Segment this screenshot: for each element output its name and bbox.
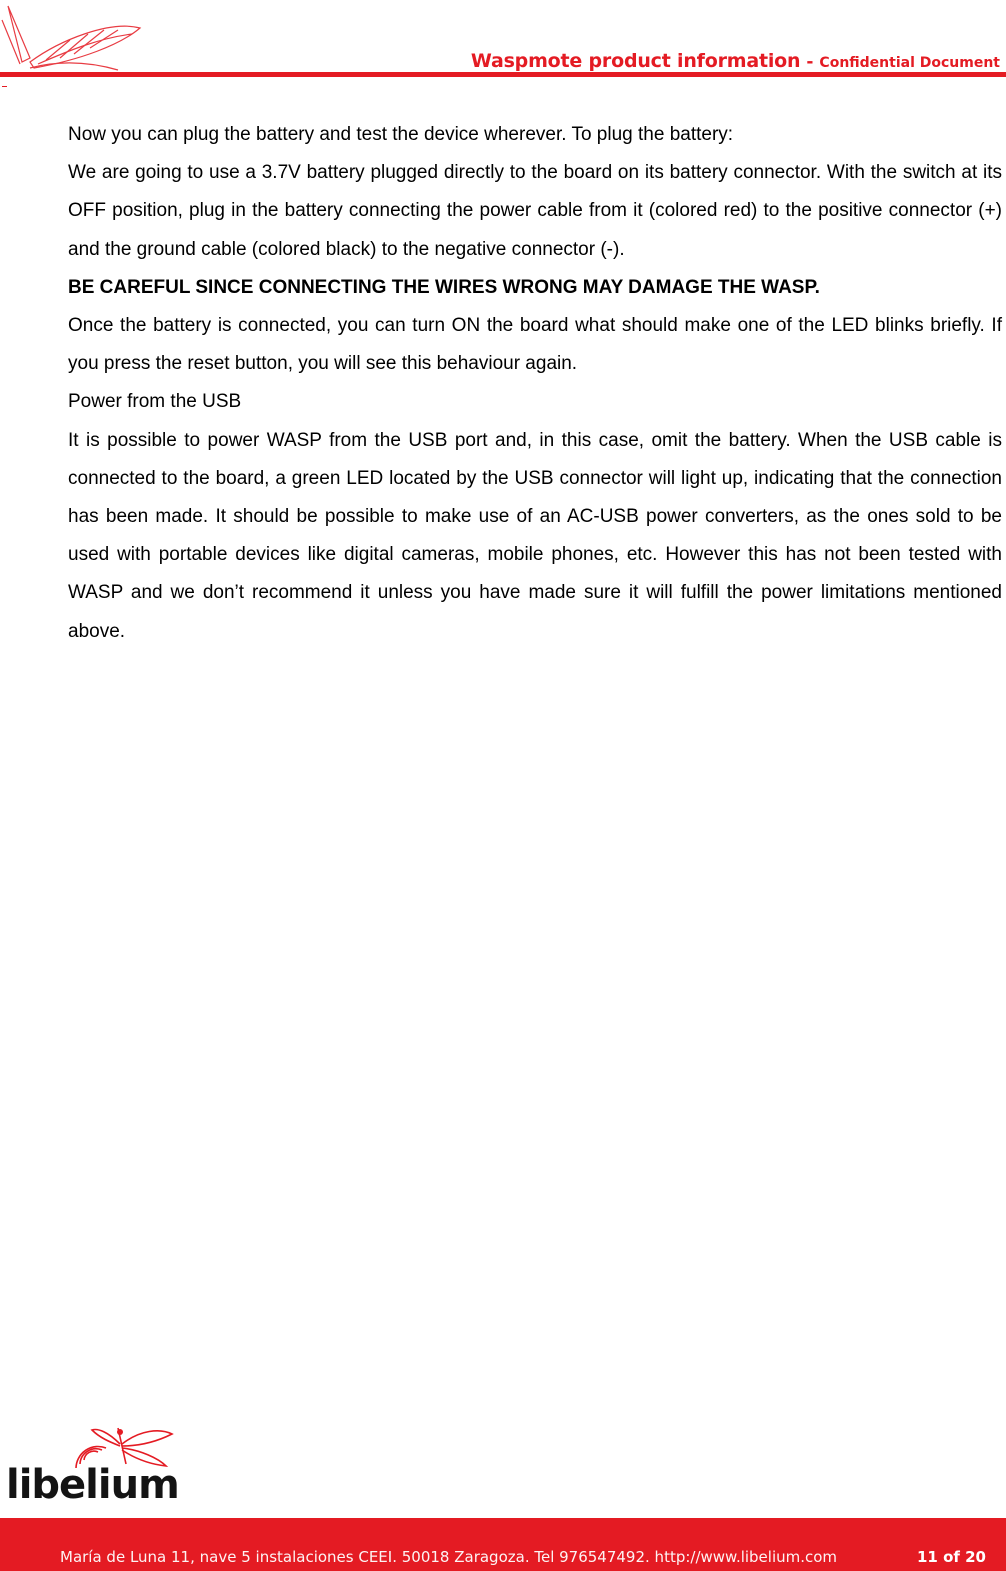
product-title: Waspmote product information (470, 50, 801, 72)
paragraph-turn-on: Once the battery is connected, you can turn ON the board what should make one of the LED blinks briefly. If you press the reset button, you will see this behaviour again. (68, 315, 1002, 375)
confidential-label: Confidential Document (819, 55, 1000, 71)
title-separator: - (806, 52, 814, 72)
document-body (68, 116, 1002, 651)
header-tick (2, 86, 7, 87)
libelium-logo-text: libelium (6, 1462, 179, 1508)
footer-address: María de Luna 11, nave 5 instalaciones CEEI. 50018 Zaragoza. Tel 976547492. http://www.libelium.com (60, 1548, 838, 1566)
page-number: 11 of 20 (916, 1548, 986, 1566)
paragraph-battery: We are going to use a 3.7V battery plugged directly to the board on its battery connector. With the switch at its OFF position, plug in the battery connecting the power cable from it (colored red) to the positive connector (+) and the ground cable (colored black) to the negative connector (-). (68, 162, 1002, 260)
paragraph-intro: Now you can plug the battery and test the device wherever. To plug the battery: (68, 124, 734, 145)
paragraph-usb: It is possible to power WASP from the USB port and, in this case, omit the battery. When the USB cable is connected to the board, a green LED located by the USB connector will light up, indicating that the connection has been made. It should be possible to make use of an AC-USB power converters, as the ones sold to be used with portable devices like digital cameras, mobile phones, etc. However this has not been tested with WASP and we don’t recommend it unless you have made sure it will fulfill the power limitations mentioned above. (68, 429, 1002, 642)
dragonfly-watermark-icon (0, 0, 160, 80)
footer-bar (0, 1518, 1006, 1571)
header-rule (0, 72, 1006, 77)
warning-text: BE CAREFUL SINCE CONNECTING THE WIRES WRONG MAY DAMAGE THE WASP. (68, 276, 820, 298)
section-heading-usb: Power from the USB (68, 391, 242, 413)
document-header-title (471, 50, 1000, 72)
